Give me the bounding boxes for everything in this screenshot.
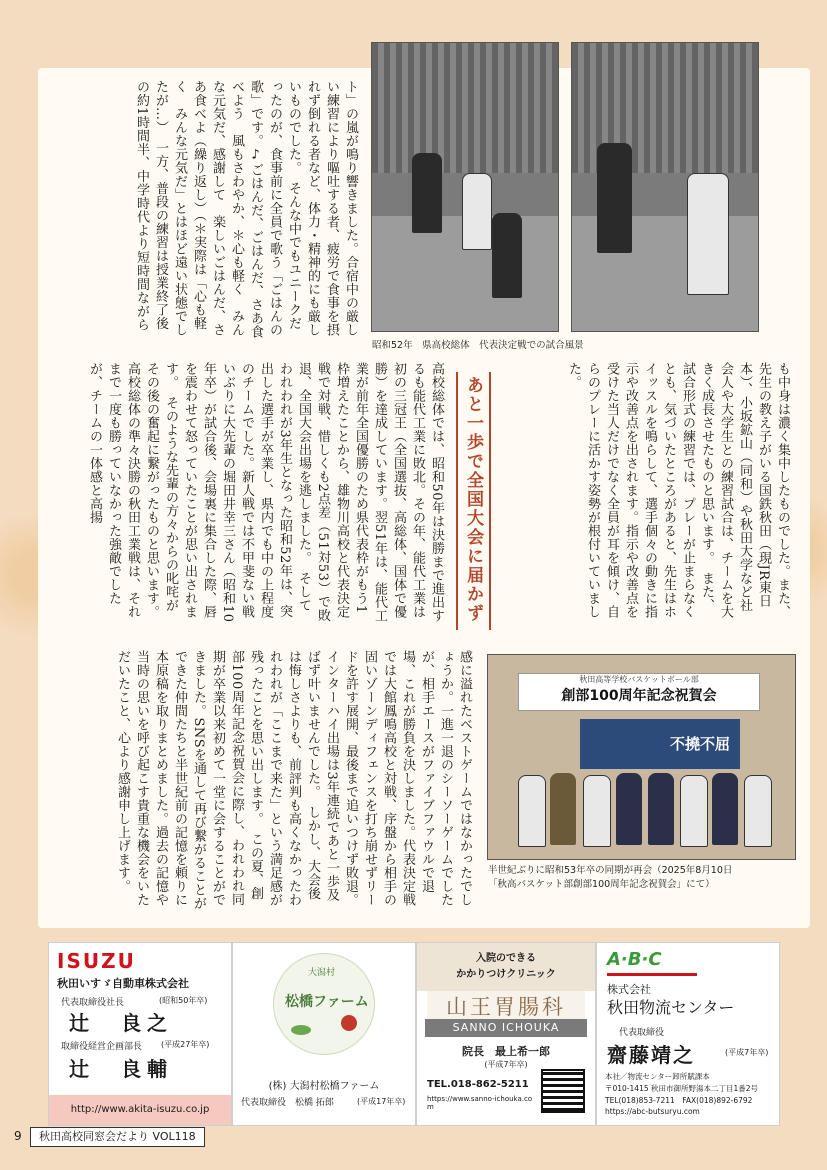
clinic-year: (平成7年卒)	[484, 1060, 528, 1069]
abc-logo-bar	[607, 973, 697, 976]
qr-code-icon	[541, 1069, 585, 1113]
game-photo-right	[571, 42, 759, 332]
ad-farm	[232, 942, 416, 1126]
isuzu-year2: (平成27年卒)	[161, 1040, 210, 1049]
clinic-tagline1: 入院のできる	[476, 953, 536, 964]
ad-abc	[596, 942, 780, 1126]
farm-year: (平成17年卒)	[357, 1097, 406, 1106]
clinic-director: 院長 最上希一郎	[462, 1045, 550, 1058]
footer	[0, 1126, 827, 1148]
abc-addr2: 〒010-1415 秋田市御所野湯本二丁目1番2号	[605, 1084, 759, 1093]
article-column-1: ト」の嵐が鳴り響きました。合宿中の厳しい練習により嘔吐する者、疲労で食事を摂れず倒れる者など、体力・精神的にも厳しいものでした。 そんな中でもユニークだったのが、食事前に全員で歌う「ごはんの歌」です。♪ごはんだ、ごはんだ、さあ食べよう 風もさわやか、＊心も軽く みんな元気だ、感謝して 楽しいごはんだ、さあ食べよ（繰り返し）（＊実際は「心も軽く みんな元気だ」とはほど遠い状態でしたが…） 一方、普段の練習は授業終了後の約1時間半、中学時代より短時間ながら	[134, 80, 358, 339]
vegetable-icon	[341, 1015, 357, 1031]
ad-isuzu	[48, 942, 232, 1126]
clinic-url[interactable]: https://www.sanno-ichouka.com	[427, 1095, 533, 1111]
abc-company2: 秋田物流センター	[607, 998, 735, 1017]
clinic-name: 山王胃腸科	[427, 991, 585, 1021]
abc-title: 代表取締役	[619, 1028, 665, 1038]
article-column-4: 感に溢れたベストゲームではなかったでしょうか。一進一退のシーソーゲームでしたが、相手エースがファイブファウルで退場、これが勝負を決しました。代表決定戦では大館鳳鳴高校と対戦、序盤から相手の固いゾーンディフェンスを打ち崩せずリードを許す展開、最後まで追いつけず敗退。インターハイ出場は3年連続であと一歩及ばず叶いませんでした。 しかし、大会後は悔しさよりも、前評判も高くなかったわれわれが「ここまで来た」という満足感が残ったことを思い出します。 この夏、創部100周年記念祝賀会に際し、われわれ同期が卒業以来初めて一堂に会することができました。SNSを通して再び繋がることができた仲間たちと半世紀前の記憶を頼りに本原稿を取りまとめました。過去の記憶や当時の思いを呼び起こす貴重な機会をいただいたこと、心より感謝申し上げます。	[115, 650, 472, 911]
isuzu-url[interactable]: http://www.akita-isuzu.co.jp	[49, 1095, 231, 1125]
reunion-caption-line2: 「秋高バスケット部創部100周年記念祝賀会」にて）	[488, 879, 715, 890]
reunion-photo	[487, 654, 796, 860]
abc-addr1: 本社／物流センター卸所賦課本	[605, 1072, 710, 1081]
school-flag	[580, 719, 740, 769]
isuzu-logo: ISUZU	[57, 949, 136, 973]
section-heading: あと一歩で全国大会に届かず	[456, 372, 491, 630]
clinic-roman: SANNO ICHOUKA	[425, 1019, 587, 1037]
farm-rep: 代表取締役 松橋 拓郎	[241, 1098, 334, 1108]
abc-url[interactable]: https://abc-butsuryu.com	[605, 1107, 700, 1116]
leaf-icon	[291, 1025, 311, 1035]
game-photo-left	[371, 42, 559, 332]
abc-tel: TEL(018)853-7211 FAX(018)892-6792	[605, 1096, 753, 1105]
abc-company1: 株式会社	[607, 983, 651, 996]
ad-clinic	[416, 942, 596, 1126]
isuzu-name1: 辻 良之	[69, 1011, 173, 1035]
isuzu-title2: 取締役経営企画部長	[61, 1042, 143, 1052]
abc-year: (平成7年卒)	[725, 1048, 769, 1057]
abc-name: 齋藤靖之	[607, 1043, 695, 1067]
anniversary-banner	[518, 673, 760, 711]
banner-title: 創部100周年記念祝賀会	[561, 688, 717, 704]
clinic-tagline2: かかりつけクリニック	[456, 969, 556, 980]
isuzu-year1: (昭和50年卒)	[159, 996, 208, 1005]
clinic-tel: TEL.018-862-5211	[427, 1079, 529, 1090]
isuzu-name2: 辻 良輔	[69, 1057, 173, 1081]
flag-text: 不撓不屈	[669, 735, 730, 753]
banner-subtitle: 秋田高等学校バスケットボール部	[579, 675, 699, 684]
isuzu-title1: 代表取締役社長	[61, 998, 125, 1008]
farm-company: (株) 大潟村松橋ファーム	[268, 1081, 380, 1092]
farm-logo-top: 大潟村	[308, 968, 336, 978]
farm-logo-main: 松橋ファーム	[285, 994, 369, 1010]
photo-caption-top: 昭和52年 県高校総体 代表決定戦での試合風景	[372, 340, 584, 351]
isuzu-company: 秋田いすゞ自動車株式会社	[57, 977, 189, 990]
article-column-3: 高校総体では、昭和50年は決勝まで進出するも能代工業に敗北。その年、能代工業は初の三冠王（全国選抜、高総体、国体で優勝）を達成しています。翌51年は、能代工業が前年全国優勝のため県代表枠がもう1枠増えたことから、雄物川高校と代表決定戦で対戦、惜しくも2点差（51対53）で敗退、全国大会出場を逃しました。 そしてわれわれが3年生となった昭和52年は、突出した選手が卒業し、県内でも中の上程度のチームでした。新人戦では不甲斐ない戦いぶりに大先輩の堀田井幸三さん（昭和10年卒）が試合後、会場裏に集合した際、唇を震わせて怒っていたことが思い出されます。 そのような先輩の方々からの叱咤がその後の奮起に繋がったものと思います。高校総体の準々決勝の秋田工業戦は、それまで一度も勝っていなかった強敵でしたが、チームの一体感と高揚	[87, 362, 444, 623]
article-column-2: も中身は濃く集中したものでした。また、先生の教え子がいる国鉄秋田（現JR東日本）、小坂鉱山（同和）や秋田大学など社会人や大学生との練習試合は、チームを大きく成長させたものと思います。 また、試合形式の練習では、プレーが止まらなくとも、気づいたところがあると、先生はホイッスルを鳴らして、選手個々の動きに指示や改善点を出されます。指示や改善点を受けた当人だけでなく全員が耳を傾け、自らのプレーに活かす姿勢が根付いていました。	[566, 362, 790, 619]
page-number: 9	[14, 1129, 22, 1143]
reunion-caption-line1: 半世紀ぶりに昭和53年卒の同期が再会（2025年8月10日	[488, 865, 733, 876]
magazine-title: 秋田高校同窓会だより VOL118	[30, 1127, 205, 1147]
abc-logo: A·B·C	[607, 949, 662, 970]
